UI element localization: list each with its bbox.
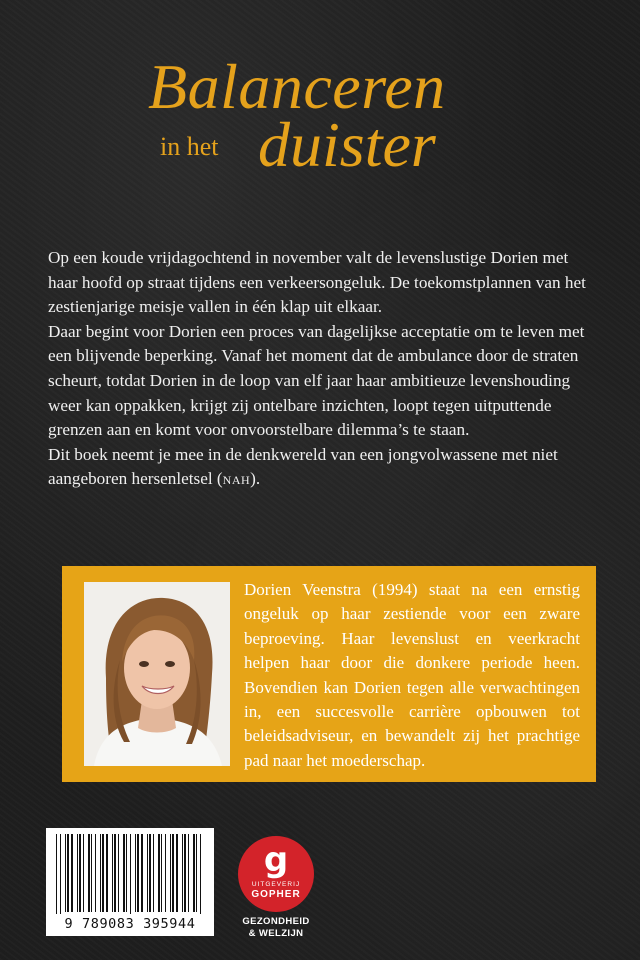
barcode-bar [188,834,189,912]
barcode-bar [147,834,148,912]
barcode-bar [200,834,201,914]
barcode-bar [91,834,92,912]
barcode-bar [182,834,183,912]
abbreviation-nah: nah [222,469,251,489]
barcode-bar [118,834,119,912]
barcode-bar [193,834,195,912]
barcode-bar [65,834,66,912]
barcode-bar [158,834,160,912]
barcode-bar [141,834,143,912]
blurb-paragraph-3-end: ). [250,469,261,489]
barcode-bar [172,834,174,912]
barcode-bar [71,834,73,912]
isbn-number: 9 789083 395944 [64,916,196,932]
blurb-paragraph-3 [48,443,596,492]
barcode-bar [153,834,154,912]
barcode-bar [135,834,136,912]
barcode-bar [112,834,113,912]
barcode-bar [196,834,197,912]
barcode-bars [46,828,214,914]
title-small-words: in het [160,132,219,161]
barcode-bar [170,834,171,912]
barcode-bar [77,834,78,912]
book-category-line-2: & WELZIJN [248,928,304,939]
barcode-bar [137,834,139,912]
barcode-bar [102,834,104,912]
barcode-bar [79,834,81,912]
publisher-logo [238,836,314,912]
barcode-bar [184,834,186,912]
book-category-line-1: GEZONDHEID [242,916,310,927]
barcode-bar [88,834,90,912]
author-photo [84,582,230,766]
barcode-bar [114,834,116,912]
barcode-bar [123,834,125,912]
barcode-bar [130,834,131,914]
blurb-paragraph-2: Daar begint voor Dorien een proces van dagelijkse acceptatie om te leven met een blijvende beperking. Vanaf het moment dat de ambulance door de straten scheurt, totdat Dorien in de loop van elf jaar haar ambitieuze levenshouding weer kan oppakken, krijgt zij ontelbare inzichten, loopt tegen uitputtende grenzen aan en komt voor onvoorstelbare dilemma’s te staan. [48,321,585,440]
barcode-bar [126,834,127,912]
barcode-bar [95,834,96,912]
barcode-bar [83,834,84,912]
barcode-bar [56,834,57,914]
book-category [232,916,320,940]
blurb-paragraph-1: Op een koude vrijdagochtend in november valt de levenslustige Dorien met haar hoofd op straat tijdens een verkeersongeluk. De toekomstplannen van het zestienjarige meisje vallen in één klap uit elkaar. [48,248,586,317]
barcode-bar [176,834,178,912]
barcode-bar [67,834,69,912]
blurb-paragraph-3-text: Dit boek neemt je mee in de denkwereld van een jongvolwassene met niet aangeboren hersenletsel ( [48,444,558,489]
barcode-bar [161,834,162,912]
author-bio: Dorien Veenstra (1994) staat na een ernstig ongeluk op haar zestiende voor een zware beproeving. Haar levenslust en veerkracht helpen haar door die donkere periode heen. Bovendien kan Dorien tegen alle verwachtingen in, een succesvolle carrière opbouwen tot beleidsadviseur, en bewandelt zij het prachtige pad naar het moederschap. [244,580,580,770]
publisher-logo-line-1: UITGEVERIJ [251,881,301,888]
barcode-bar [165,834,166,912]
barcode-bar [100,834,101,912]
title-line-1: Balanceren [148,51,446,122]
title-line-2: duister [258,109,436,180]
publisher-logo-line-2: GOPHER [251,889,301,900]
blurb-text [48,246,596,492]
barcode-bar [149,834,151,912]
barcode-bar [60,834,61,914]
publisher-logo-letter: g [263,840,289,880]
author-portrait-image [84,582,230,766]
barcode-bar [106,834,108,912]
